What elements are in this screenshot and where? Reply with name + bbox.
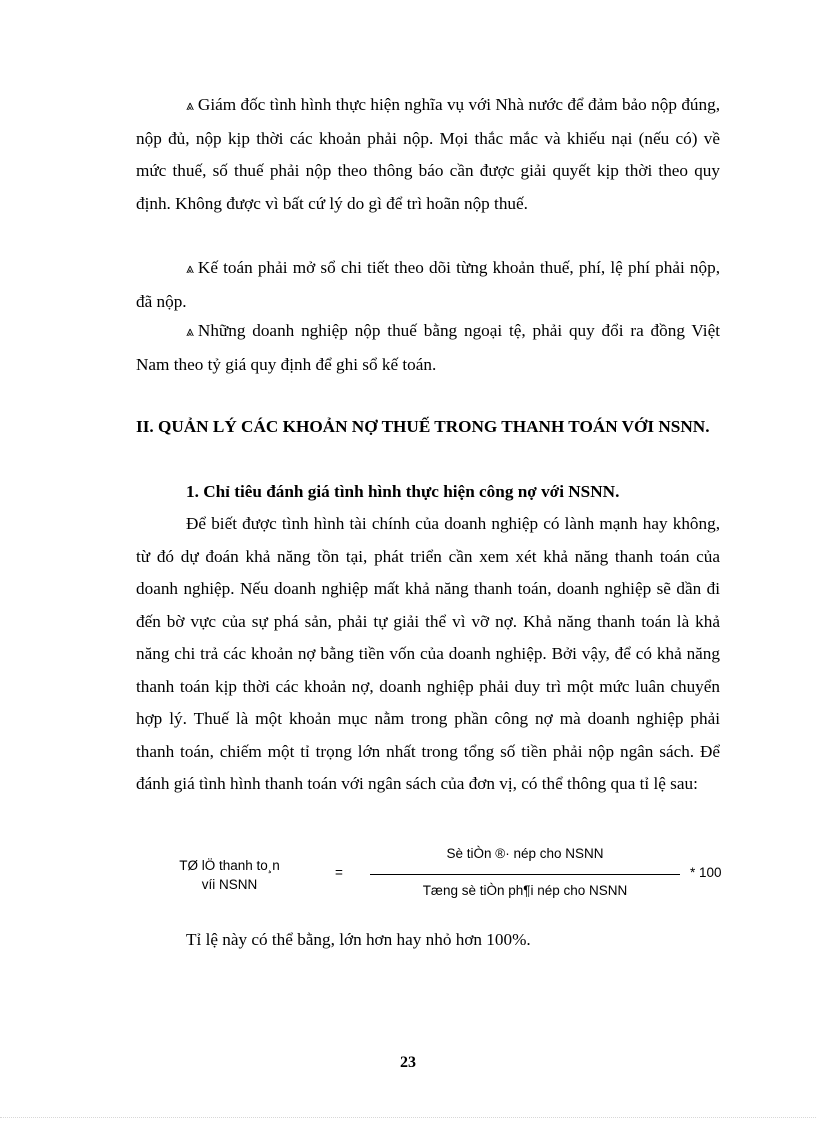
closing-paragraph: Tỉ lệ này có thể bằng, lớn hơn hay nhỏ hơn 100%. [186, 930, 531, 949]
paragraph-foreign-currency [136, 315, 720, 381]
page-number: 23 [400, 1054, 416, 1071]
section-heading: II. QUẢN LÝ CÁC KHOẢN NỢ THUẾ TRONG THANH TOÁN VỚI NSNN. [136, 417, 710, 436]
formula-lhs [172, 856, 287, 894]
paragraph-ledger [136, 252, 720, 318]
formula-equals: = [335, 865, 343, 880]
paragraph-text: Kế toán phải mở sổ chi tiết theo dõi từng khoản thuế, phí, lệ phí phải nộp, đã nộp. [136, 258, 720, 311]
bullet-icon: ⩓ [186, 261, 194, 277]
paragraph-text: Giám đốc tình hình thực hiện nghĩa vụ với Nhà nước để đảm bảo nộp đúng, nộp đủ, nộp kịp thời các khoản phải nộp. Mọi thắc mắc và khiếu nại (nếu có) về mức thuế, số thuế phải nộp theo thông báo cần được giải quyết kịp thời theo quy định. Không được vì bất cứ lý do gì để trì hoãn nộp thuế. [136, 95, 720, 213]
subheading: 1. Chỉ tiêu đánh giá tình hình thực hiện công nợ với NSNN. [186, 482, 620, 501]
fraction-bar [370, 874, 680, 875]
page-bottom-rule [0, 1117, 816, 1118]
bullet-icon: ⩓ [186, 324, 194, 340]
formula-numerator: Sè tiÒn ®· nép cho NSNN [446, 846, 604, 861]
paragraph-supervision [136, 89, 720, 220]
body-paragraph: Để biết được tình hình tài chính của doanh nghiệp có lành mạnh hay không, từ đó dự đoán khả năng tồn tại, phát triển cần xem xét khả năng thanh toán của doanh nghiệp. Nếu doanh nghiệp mất khả năng thanh toán, doanh nghiệp sẽ dần đi đến bờ vực của sự phá sản, phải tự giải thể vì vỡ nợ. Khả năng thanh toán là khả năng chi trả các khoản nợ bằng tiền vốn của doanh nghiệp. Bởi vậy, để có khả năng thanh toán kịp thời các khoản nợ, doanh nghiệp phải duy trì một mức luân chuyển hợp lý. Thuế là một khoản mục nằm trong phần công nợ mà doanh nghiệp phải thanh toán, chiếm một tỉ trọng lớn nhất trong tổng số tiền phải nộp ngân sách. Để đánh giá tình hình thanh toán với ngân sách của đơn vị, có thể thông qua tỉ lệ sau: [136, 514, 720, 793]
formula-denominator: Tæng sè tiÒn ph¶i nép cho NSNN [422, 883, 628, 898]
formula-multiplier: * 100 [690, 865, 722, 880]
bullet-icon: ⩓ [186, 98, 194, 114]
formula-lhs-line1: TØ lÖ thanh to¸n [179, 858, 280, 873]
paragraph-text: Những doanh nghiệp nộp thuế bằng ngoại tệ, phải quy đổi ra đồng Việt Nam theo tỷ giá quy định để ghi sổ kế toán. [136, 321, 720, 374]
formula-lhs-line2: víi NSNN [201, 877, 258, 892]
